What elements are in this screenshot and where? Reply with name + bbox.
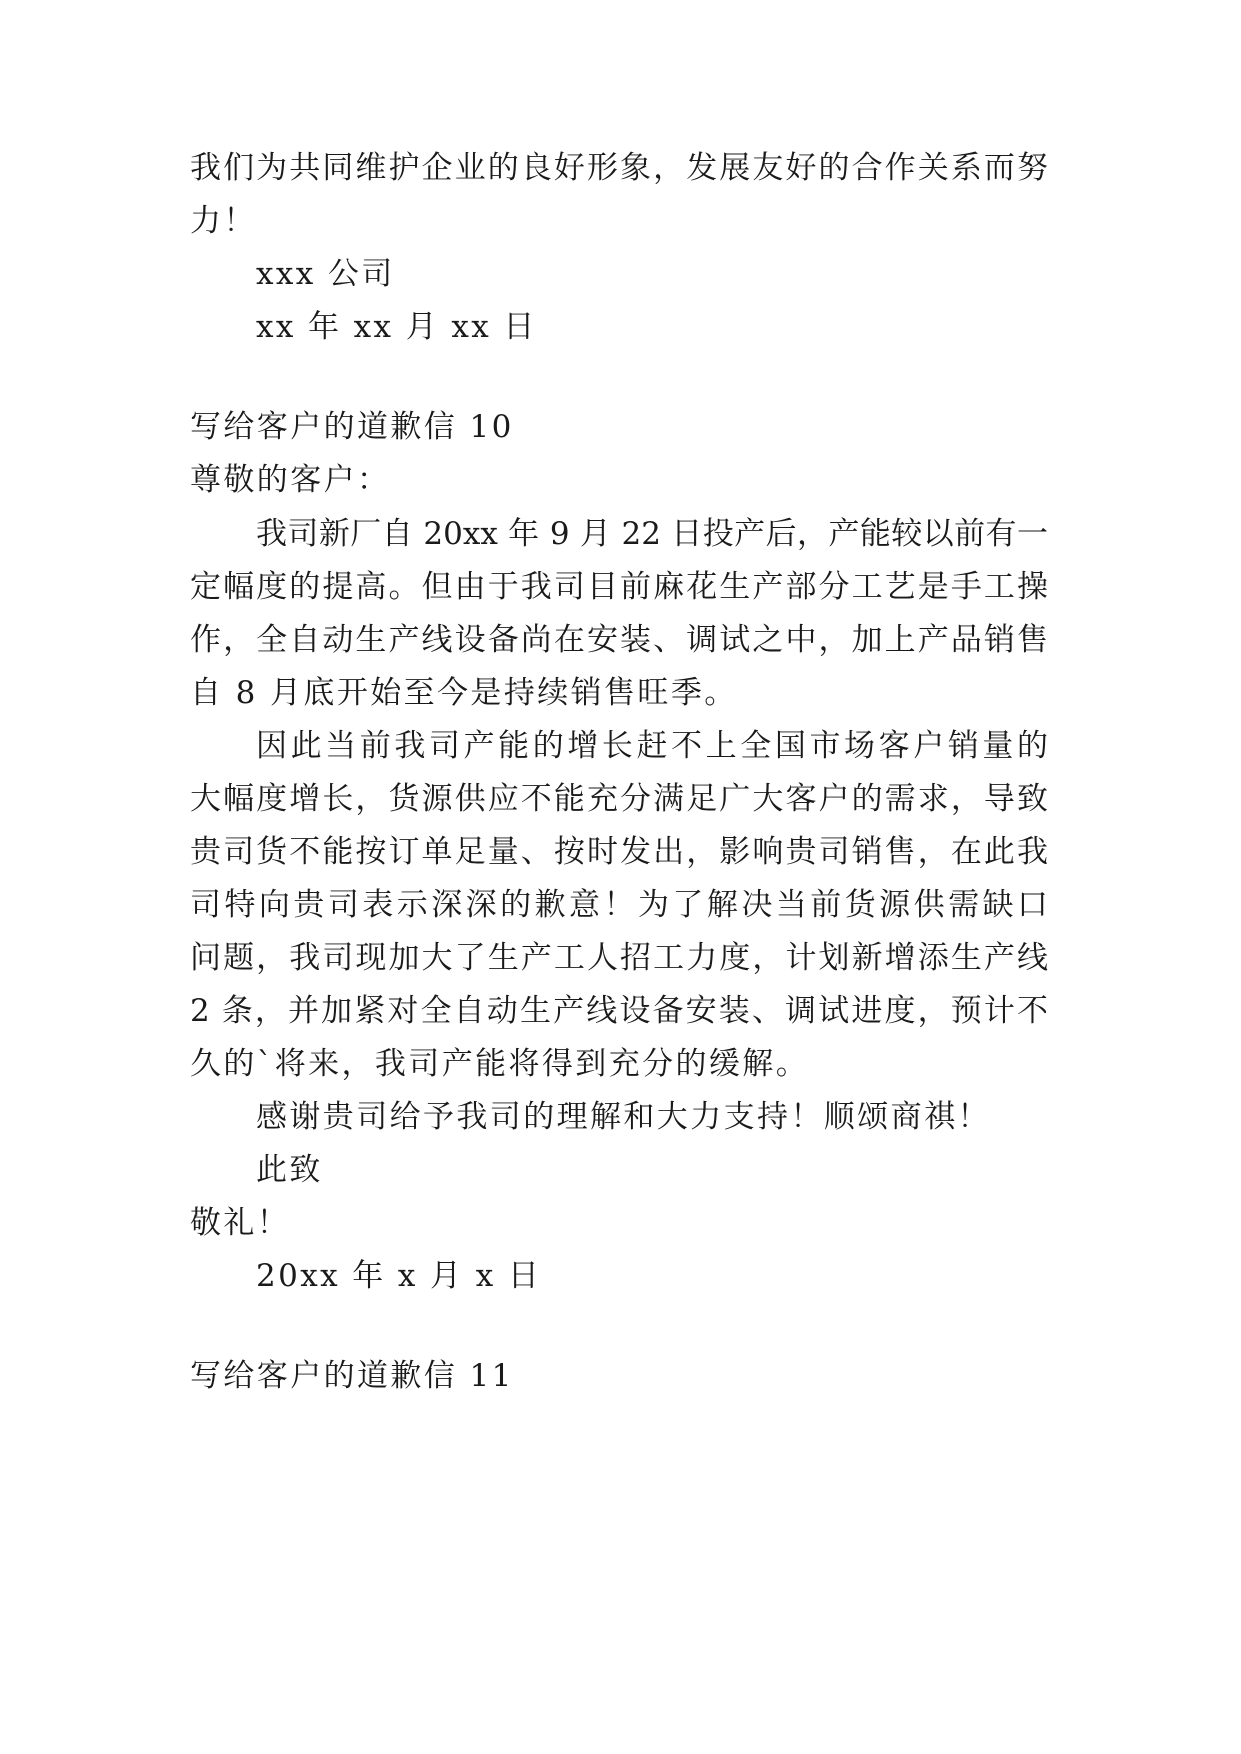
signature-date: xx 年 xx 月 xx 日 [256, 309, 537, 345]
thanks-line: 感谢贵司给予我司的理解和大力支持！顺颂商祺！ [256, 1099, 991, 1135]
paragraph-line: 2 条，并加紧对全自动生产线设备安装、调试进度，预计不 [190, 993, 1048, 1029]
paragraph-line: 久的`将来，我司产能将得到充分的缓解。 [190, 1046, 810, 1082]
paragraph-line: 问题，我司现加大了生产工人招工力度，计划新增添生产线 [190, 940, 1048, 976]
body-text-line: 我们为共同维护企业的良好形象，发展友好的合作关系而努 [190, 150, 1048, 186]
paragraph-line: 自 8 月底开始至今是持续销售旺季。 [190, 675, 738, 711]
closing-line: 敬礼！ [190, 1205, 291, 1241]
paragraph-line: 作，全自动生产线设备尚在安装、调试之中，加上产品销售 [190, 622, 1048, 658]
signature-company: xxx 公司 [256, 256, 395, 292]
closing-line: 此致 [256, 1152, 323, 1188]
paragraph-line: 贵司货不能按订单足量、按时发出，影响贵司销售，在此我 [190, 834, 1048, 870]
paragraph-line: 司特向贵司表示深深的歉意！为了解决当前货源供需缺口 [190, 887, 1048, 923]
salutation: 尊敬的客户： [190, 462, 391, 498]
paragraph-line: 大幅度增长，货源供应不能充分满足广大客户的需求，导致 [190, 781, 1048, 817]
letter-title: 写给客户的道歉信 11 [190, 1358, 514, 1394]
letter-title: 写给客户的道歉信 10 [190, 409, 514, 445]
paragraph-line: 定幅度的提高。但由于我司目前麻花生产部分工艺是手工操 [190, 569, 1048, 605]
paragraph-line: 我司新厂自 20xx 年 9 月 22 日投产后，产能较以前有一 [256, 516, 1048, 552]
body-text-line: 力！ [190, 203, 257, 239]
letter-date: 20xx 年 x 月 x 日 [256, 1258, 542, 1294]
paragraph-line: 因此当前我司产能的增长赶不上全国市场客户销量的 [256, 728, 1048, 764]
